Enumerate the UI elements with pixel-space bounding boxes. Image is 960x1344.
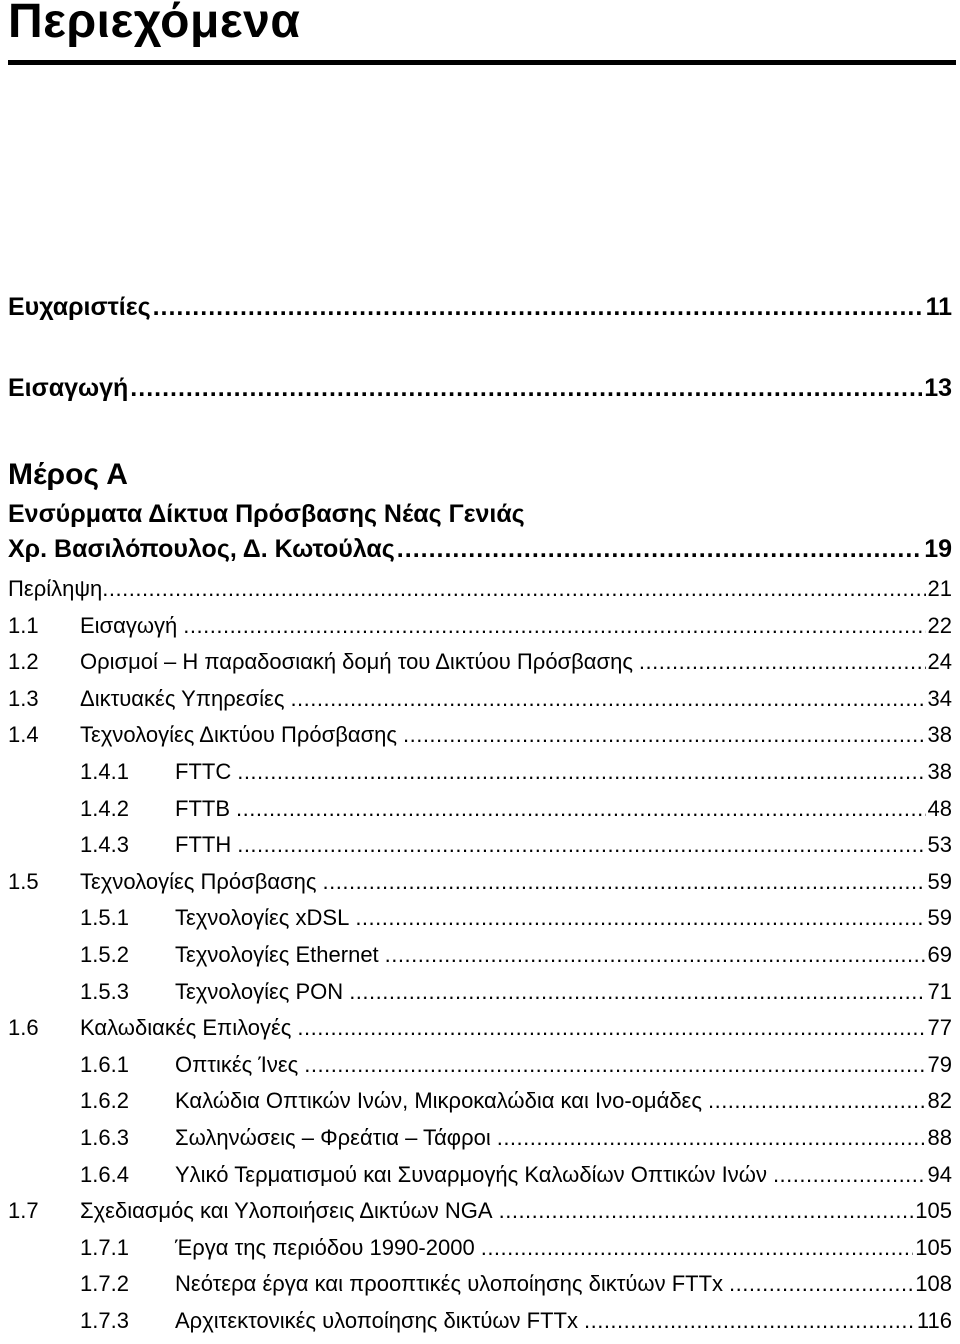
toc-entry-part-authors[interactable]: [8, 535, 952, 564]
toc-entry[interactable]: [8, 759, 952, 785]
toc-entry-number: 1.7.2: [80, 1271, 129, 1296]
toc-entry-number: 1.4.2: [80, 796, 129, 821]
toc-entry-label: Ορισμοί – Η παραδοσιακή δομή του Δικτύου Πρόσβασης: [80, 649, 633, 674]
dot-leader: [403, 722, 926, 748]
toc-entry[interactable]: [8, 869, 952, 895]
toc-entry-number: 1.7.3: [80, 1308, 129, 1333]
toc-entry[interactable]: [8, 1271, 952, 1297]
toc-entry[interactable]: [8, 649, 952, 675]
toc-entry-number: 1.5.2: [80, 942, 129, 967]
toc-entry-number: 1.1: [8, 613, 39, 638]
toc-entry-number: 1.5: [8, 869, 39, 894]
dot-leader: [183, 613, 925, 639]
toc-entry-label: Τεχνολογίες PON: [175, 979, 344, 1004]
dot-leader: [153, 293, 924, 322]
toc-entry-label: Σωληνώσεις – Φρεάτια – Τάφροι: [175, 1125, 491, 1150]
toc-entry[interactable]: [8, 832, 952, 858]
toc-entry[interactable]: [8, 722, 952, 748]
part-subtitle: Ενσύρματα Δίκτυα Πρόσβασης Νέας Γενιάς: [8, 500, 525, 528]
toc-entry-number: 1.4: [8, 722, 39, 747]
toc-entry-introduction[interactable]: [8, 374, 952, 403]
toc-entry[interactable]: [8, 942, 952, 968]
toc-entry-label: Τεχνολογίες Πρόσβασης: [80, 869, 317, 894]
toc-entry-page: 94: [927, 1162, 952, 1187]
toc-entry-label: Τεχνολογίες Δικτύου Πρόσβασης: [80, 722, 397, 747]
toc-entry-number: 1.5.1: [80, 905, 129, 930]
toc-entry-label: Τεχνολογίες Ethernet: [175, 942, 379, 967]
toc-entry-label: Περίληψη: [8, 576, 103, 601]
dot-leader: [639, 649, 926, 675]
dot-leader: [397, 535, 922, 564]
toc-entry[interactable]: [8, 1308, 952, 1334]
toc-entry[interactable]: [8, 1052, 952, 1078]
toc-entry-label: FTTH: [175, 832, 232, 857]
toc-entry[interactable]: [8, 1088, 952, 1114]
dot-leader: [584, 1308, 915, 1334]
toc-entry[interactable]: [8, 686, 952, 712]
toc-entry-label: Καλωδιακές Επιλογές: [80, 1015, 292, 1040]
dot-leader: [323, 869, 926, 895]
dot-leader: [237, 832, 925, 858]
dot-leader: [130, 374, 922, 403]
toc-entry-page: 79: [927, 1052, 952, 1077]
toc-entry-number: 1.4.1: [80, 759, 129, 784]
toc-entry-number: 1.3: [8, 686, 39, 711]
title-underline: [8, 60, 956, 65]
dot-leader: [708, 1088, 926, 1114]
toc-entry[interactable]: [8, 576, 952, 602]
toc-entry-page: 88: [927, 1125, 952, 1150]
dot-leader: [236, 796, 926, 822]
toc-entry-page: 105: [915, 1235, 952, 1260]
dot-leader: [355, 905, 925, 931]
toc-entry-page: 38: [927, 759, 952, 784]
toc-entry-page: 59: [927, 869, 952, 894]
dot-leader: [729, 1271, 913, 1297]
page-title: Περιεχόμενα: [8, 0, 301, 48]
dot-leader: [481, 1235, 914, 1261]
toc-entry-page: 77: [927, 1015, 952, 1040]
toc-entry-label: FTTC: [175, 759, 232, 784]
toc-entry-page: 69: [927, 942, 952, 967]
toc-entry-label: Δικτυακές Υπηρεσίες: [80, 686, 285, 711]
dot-leader: [297, 1015, 925, 1041]
toc-entry-number: 1.6.1: [80, 1052, 129, 1077]
part-heading: Μέρος Α: [8, 458, 128, 491]
toc-entry-page: 34: [927, 686, 952, 711]
toc-entry-page: 13: [924, 374, 952, 402]
toc-entry[interactable]: [8, 1198, 952, 1224]
dot-leader: [349, 979, 925, 1005]
dot-leader: [385, 942, 926, 968]
toc-entry-page: 19: [924, 535, 952, 563]
toc-entry-label: Ευχαριστίες: [8, 293, 151, 321]
toc-entry-number: 1.6: [8, 1015, 39, 1040]
toc-entry[interactable]: [8, 1162, 952, 1188]
toc-entry-page: 59: [927, 905, 952, 930]
toc-entry-page: 82: [927, 1088, 952, 1113]
toc-entry-page: 48: [927, 796, 952, 821]
part-authors: Χρ. Βασιλόπουλος, Δ. Κωτούλας: [8, 535, 395, 563]
dot-leader: [497, 1125, 926, 1151]
dot-leader: [304, 1052, 925, 1078]
toc-entry-page: 11: [925, 293, 952, 321]
toc-entry-label: Υλικό Τερματισμού και Συναρμογής Καλωδίων Οπτικών Ινών: [175, 1162, 767, 1187]
toc-entry-label: Εισαγωγή: [8, 374, 129, 402]
toc-entry-label: Σχεδιασμός και Υλοποιήσεις Δικτύων NGA: [80, 1198, 493, 1223]
dot-leader: [290, 686, 925, 712]
toc-entry-label: Οπτικές Ίνες: [175, 1052, 299, 1077]
toc-entry-page: 116: [916, 1308, 952, 1333]
toc-entry-number: 1.2: [8, 649, 39, 674]
toc-entry-page: 53: [927, 832, 952, 857]
toc-entry-number: 1.6.3: [80, 1125, 129, 1150]
toc-entry-number: 1.7: [8, 1198, 39, 1223]
toc-entry[interactable]: [8, 1125, 952, 1151]
toc-entry-label: Νεότερα έργα και προοπτικές υλοποίησης δικτύων FTTx: [175, 1271, 724, 1296]
toc-entry-page: 108: [915, 1271, 952, 1296]
toc-entry-number: 1.5.3: [80, 979, 129, 1004]
toc-entry-number: 1.4.3: [80, 832, 129, 857]
dot-leader: [499, 1198, 914, 1224]
dot-leader: [102, 576, 925, 602]
toc-entry[interactable]: [8, 1015, 952, 1041]
toc-entry-acknowledgements[interactable]: [8, 293, 952, 322]
toc-entry-number: 1.7.1: [80, 1235, 129, 1260]
dot-leader: [773, 1162, 926, 1188]
toc-entry[interactable]: [8, 905, 952, 931]
toc-entry[interactable]: [8, 1235, 952, 1261]
toc-entry-label: FTTB: [175, 796, 230, 821]
toc-entry[interactable]: [8, 979, 952, 1005]
toc-entry-label: Έργα της περιόδου 1990-2000: [175, 1235, 475, 1260]
toc-entry-page: 38: [927, 722, 952, 747]
toc-entry-label: Τεχνολογίες xDSL: [175, 905, 350, 930]
toc-entry[interactable]: [8, 796, 952, 822]
toc-entry[interactable]: [8, 613, 952, 639]
toc-entry-label: Εισαγωγή: [80, 613, 178, 638]
toc-entry-label: Καλώδια Οπτικών Ινών, Μικροκαλώδια και Ινο-ομάδες: [175, 1088, 702, 1113]
toc-entry-page: 105: [915, 1198, 952, 1223]
toc-entry-page: 24: [927, 649, 952, 674]
toc-entry-page: 71: [927, 979, 952, 1004]
toc-entry-number: 1.6.2: [80, 1088, 129, 1113]
toc-entry-number: 1.6.4: [80, 1162, 129, 1187]
toc-entry-label: Αρχιτεκτονικές υλοποίησης δικτύων FTTx: [175, 1308, 578, 1333]
toc-entry-page: 21: [927, 576, 952, 601]
dot-leader: [237, 759, 925, 785]
toc-entry-page: 22: [927, 613, 952, 638]
